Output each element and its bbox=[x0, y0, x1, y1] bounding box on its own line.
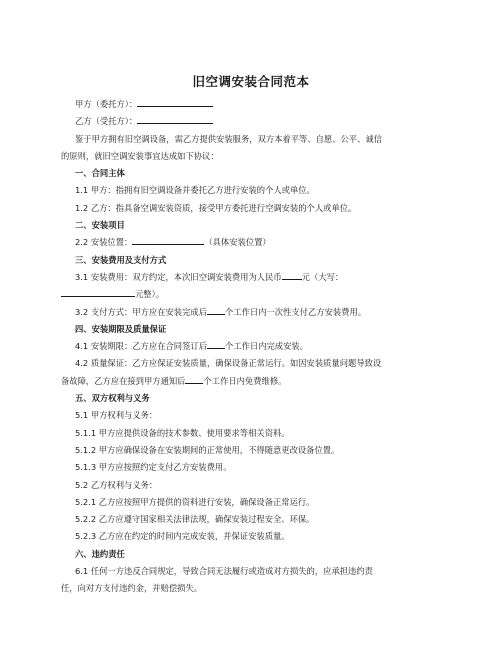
section-5-heading: 五、双方权利与义务 bbox=[75, 393, 150, 404]
intro-line-2: 的原则，就旧空调安装事宜达成如下协议： bbox=[61, 150, 219, 161]
intro-line-1: 鉴于甲方拥有旧空调设备，需乙方提供安装服务，双方本着平等、自愿、公平、诚信 bbox=[75, 133, 382, 144]
clause-4-1-label: 4.1 安装期限：乙方应在合同签订后 bbox=[75, 341, 207, 352]
section-2-heading: 二、安装项目 bbox=[75, 220, 125, 231]
fee-amount-blank[interactable] bbox=[282, 270, 302, 280]
clause-3-1-cont bbox=[61, 286, 447, 303]
fee-capital-blank[interactable] bbox=[61, 287, 135, 297]
clause-5-1-3: 5.1.3 甲方应按照约定支付乙方安装费用。 bbox=[75, 462, 232, 473]
party-b-blank[interactable] bbox=[137, 114, 213, 124]
clause-3-1 bbox=[61, 269, 447, 286]
clause-5-1: 5.1 甲方权利与义务： bbox=[75, 410, 158, 421]
clause-5-2-3: 5.2.3 乙方应在约定的时间内完成安装，并保证安装质量。 bbox=[75, 531, 290, 542]
clause-3-1-unit: 元（大写： bbox=[301, 271, 344, 282]
clause-1-2: 1.2 乙方：指具备空调安装资质，接受甲方委托进行空调安装的个人或单位。 bbox=[75, 202, 357, 213]
party-a-label: 甲方（委托方）： bbox=[75, 99, 138, 109]
clause-2-2-note: （具体安装位置） bbox=[204, 237, 271, 248]
section-3-heading: 三、安装费用及支付方式 bbox=[75, 254, 167, 265]
section-4-heading: 四、安装期限及质量保证 bbox=[75, 323, 167, 334]
payment-days-blank[interactable] bbox=[207, 305, 225, 315]
clause-4-1-end: 个工作日内完成安装。 bbox=[225, 341, 308, 352]
clause-5-2: 5.2 乙方权利与义务： bbox=[75, 479, 158, 490]
party-a-line bbox=[61, 96, 447, 113]
repair-days-blank[interactable] bbox=[185, 374, 203, 384]
clause-5-1-1: 5.1.1 甲方应提供设备的技术参数、使用要求等相关资料。 bbox=[75, 427, 290, 438]
clause-4-2-cont-label: 备故障，乙方应在接到甲方通知后 bbox=[61, 375, 186, 386]
clause-2-2 bbox=[61, 234, 447, 251]
clause-5-2-2: 5.2.2 乙方应遵守国家相关法律法规，确保安装过程安全、环保。 bbox=[75, 514, 315, 525]
document-title: 旧空调安装合同范本 bbox=[192, 74, 310, 89]
clause-5-1-2: 5.1.2 甲方应确保设备在安装期间的正常使用，不得随意更改设备位置。 bbox=[75, 444, 340, 455]
party-b-line bbox=[61, 113, 447, 130]
clause-3-2-end: 个工作日内一次性支付乙方安装费用。 bbox=[225, 306, 367, 317]
section-6-heading: 六、违约责任 bbox=[75, 548, 125, 559]
clause-4-1 bbox=[61, 338, 447, 355]
clause-4-2-cont bbox=[61, 373, 447, 390]
clause-4-2: 4.2 质量保证：乙方应保证安装质量，确保设备正常运行。如因安装质量问题导致设 bbox=[75, 358, 382, 369]
party-a-blank[interactable] bbox=[137, 97, 213, 107]
clause-2-2-label: 2.2 安装位置： bbox=[75, 237, 133, 248]
contract-body bbox=[61, 96, 447, 598]
party-b-label: 乙方（受托方）： bbox=[75, 116, 138, 127]
section-1-heading: 一、合同主体 bbox=[75, 168, 125, 179]
clause-3-1-end: 元整）。 bbox=[135, 289, 165, 300]
clause-4-2-end: 个工作日内免费维修。 bbox=[203, 375, 287, 386]
clause-1-1: 1.1 甲方：指拥有旧空调设备并委托乙方进行安装的个人或单位。 bbox=[75, 185, 315, 196]
clause-3-2-label: 3.2 支付方式：甲方应在安装完成后 bbox=[75, 306, 207, 317]
clause-3-1-label: 3.1 安装费用：双方约定，本次旧空调安装费用为人民币 bbox=[75, 271, 282, 282]
clause-5-2-1: 5.2.1 乙方应按照甲方提供的资料进行安装，确保设备正常运行。 bbox=[75, 496, 315, 507]
install-days-blank[interactable] bbox=[207, 339, 225, 349]
clause-3-2 bbox=[61, 304, 447, 321]
clause-6-1-cont: 任，向对方支付违约金，并赔偿损失。 bbox=[61, 583, 203, 594]
install-location-blank[interactable] bbox=[132, 235, 204, 245]
clause-6-1: 6.1 任何一方违反合同规定，导致合同无法履行或造成对方损失的，应承担违约责 bbox=[75, 566, 373, 577]
